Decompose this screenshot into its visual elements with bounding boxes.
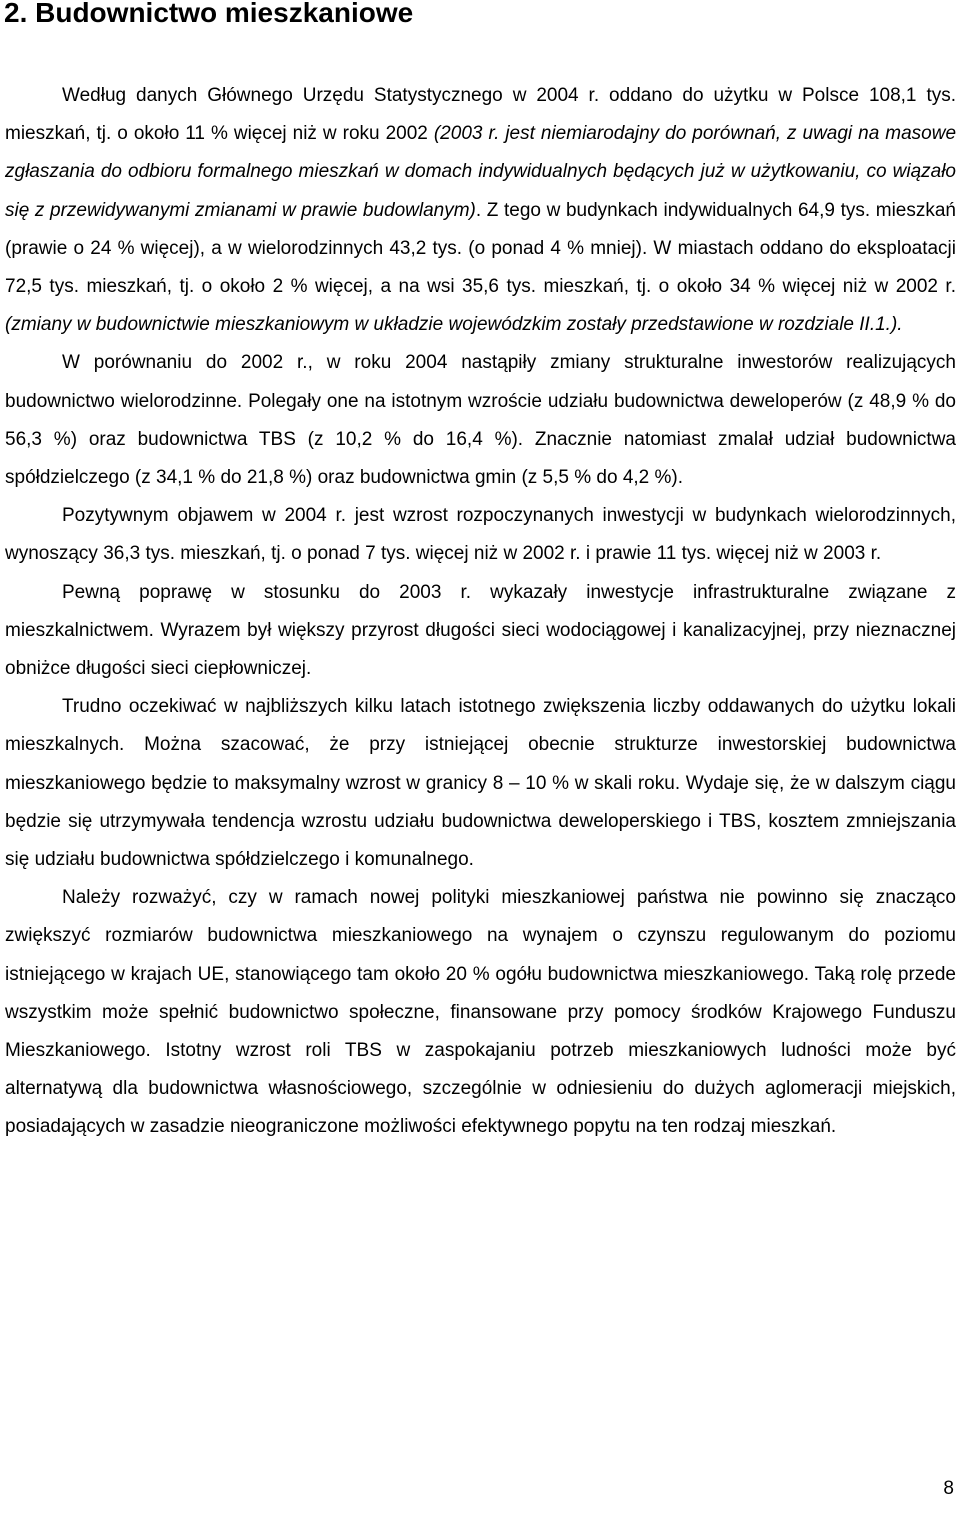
paragraph-housing-completions (5, 77, 956, 344)
paragraph-infrastructure: Pewną poprawę w stosunku do 2003 r. wykazały inwestycje infrastrukturalne związane z mieszkalnictwem. Wyrazem był większy przyrost długości sieci wodociągowej i kanalizacyjnej, przy nieznacznej obniżce długości sieci ciepłowniczej. (5, 581, 956, 680)
section-heading: 2. Budownictwo mieszkaniowe (4, 0, 414, 28)
paragraph-rental-policy: Należy rozważyć, czy w ramach nowej polityki mieszkaniowej państwa nie powinno się znacząco zwiększyć rozmiarów budownictwa mieszkaniowego na wynajem o czynszu regulowanym do poziomu istniejącego w krajach UE, stanowiącego tam około 20 % ogółu budownictwa mieszkaniowego. Taką rolę przede wszystkim może spełnić budownictwo społeczne, finansowane przy pomocy środków Krajowego Funduszu Mieszkaniowego. Istotny wzrost roli TBS w zaspokajaniu potrzeb mieszkaniowych ludności może być alternatywą dla budownictwa własnościowego, szczególnie w odniesieniu do dużych aglomeracji miejskich, posiadających w zasadzie nieograniczone możliwości efektywnego popytu na ten rodzaj mieszkań. (5, 887, 956, 1138)
paragraph-housing-completions-details: . Z tego w budynkach indywidualnych 64,9 tys. mieszkań (prawie o 24 % więcej), a w wielorodzinnych 43,2 tys. (o ponad 4 % mniej). W miastach oddano do eksploatacji 72,5 tys. mieszkań, tj. o około 2 % więcej, a na wsi 35,6 tys. mieszkań, tj. o około 34 % więcej niż w 2002 r. (5, 199, 956, 298)
note-2003-comparability: (2003 r. jest niemiarodajny do porównań, z uwagi na masowe zgłaszania do odbioru formalnego mieszkań w domach indywidualnych będących już w użytkowaniu, co wiązało się z przewidywanymi zmianami w prawie budowlanym) (5, 123, 957, 221)
page-number: 8 (943, 1478, 954, 1499)
paragraph-outlook: Trudno oczekiwać w najbliższych kilku latach istotnego zwiększenia liczby oddawanych do użytku lokali mieszkalnych. Można szacować, że przy istniejącej obecnie strukturze inwestorskiej budownictwa mieszkaniowego będzie to maksymalny wzrost w granicy 8 – 10 % w skali roku. Wydaje się, że w dalszym ciągu będzie się utrzymywała tendencja wzrostu udziału budownictwa deweloperskiego i TBS, kosztem zmniejszania się udziału budownictwa spółdzielczego i komunalnego. (5, 696, 956, 871)
body-text (5, 77, 956, 1147)
paragraph-investor-structure: W porównaniu do 2002 r., w roku 2004 nastąpiły zmiany strukturalne inwestorów realizujących budownictwo wielorodzinne. Polegały one na istotnym wzroście udziału budownictwa deweloperów (z 48,9 % do 56,3 %) oraz budownictwa TBS (z 10,2 % do 16,4 %). Znacznie natomiast zmalał udział budownictwa spółdzielczego (z 34,1 % do 21,8 %) oraz budownictwa gmin (z 5,5 % do 4,2 %). (5, 352, 956, 489)
paragraph-started-investments: Pozytywnym objawem w 2004 r. jest wzrost rozpoczynanych inwestycji w budynkach wielorodzinnych, wynoszący 36,3 tys. mieszkań, tj. o ponad 7 tys. więcej niż w 2002 r. i prawie 11 tys. więcej niż w 2003 r. (5, 505, 956, 565)
paragraph-housing-completions-intro: Według danych Głównego Urzędu Statystycznego w 2004 r. oddano do użytku w Polsce 108,1 tys. mieszkań, tj. o około 11 % więcej niż w roku 2002 (5, 85, 956, 145)
note-regional-breakdown: (zmiany w budownictwie mieszkaniowym w układzie wojewódzkim zostały przedstawione w rozdziale II.1.). (5, 314, 903, 336)
